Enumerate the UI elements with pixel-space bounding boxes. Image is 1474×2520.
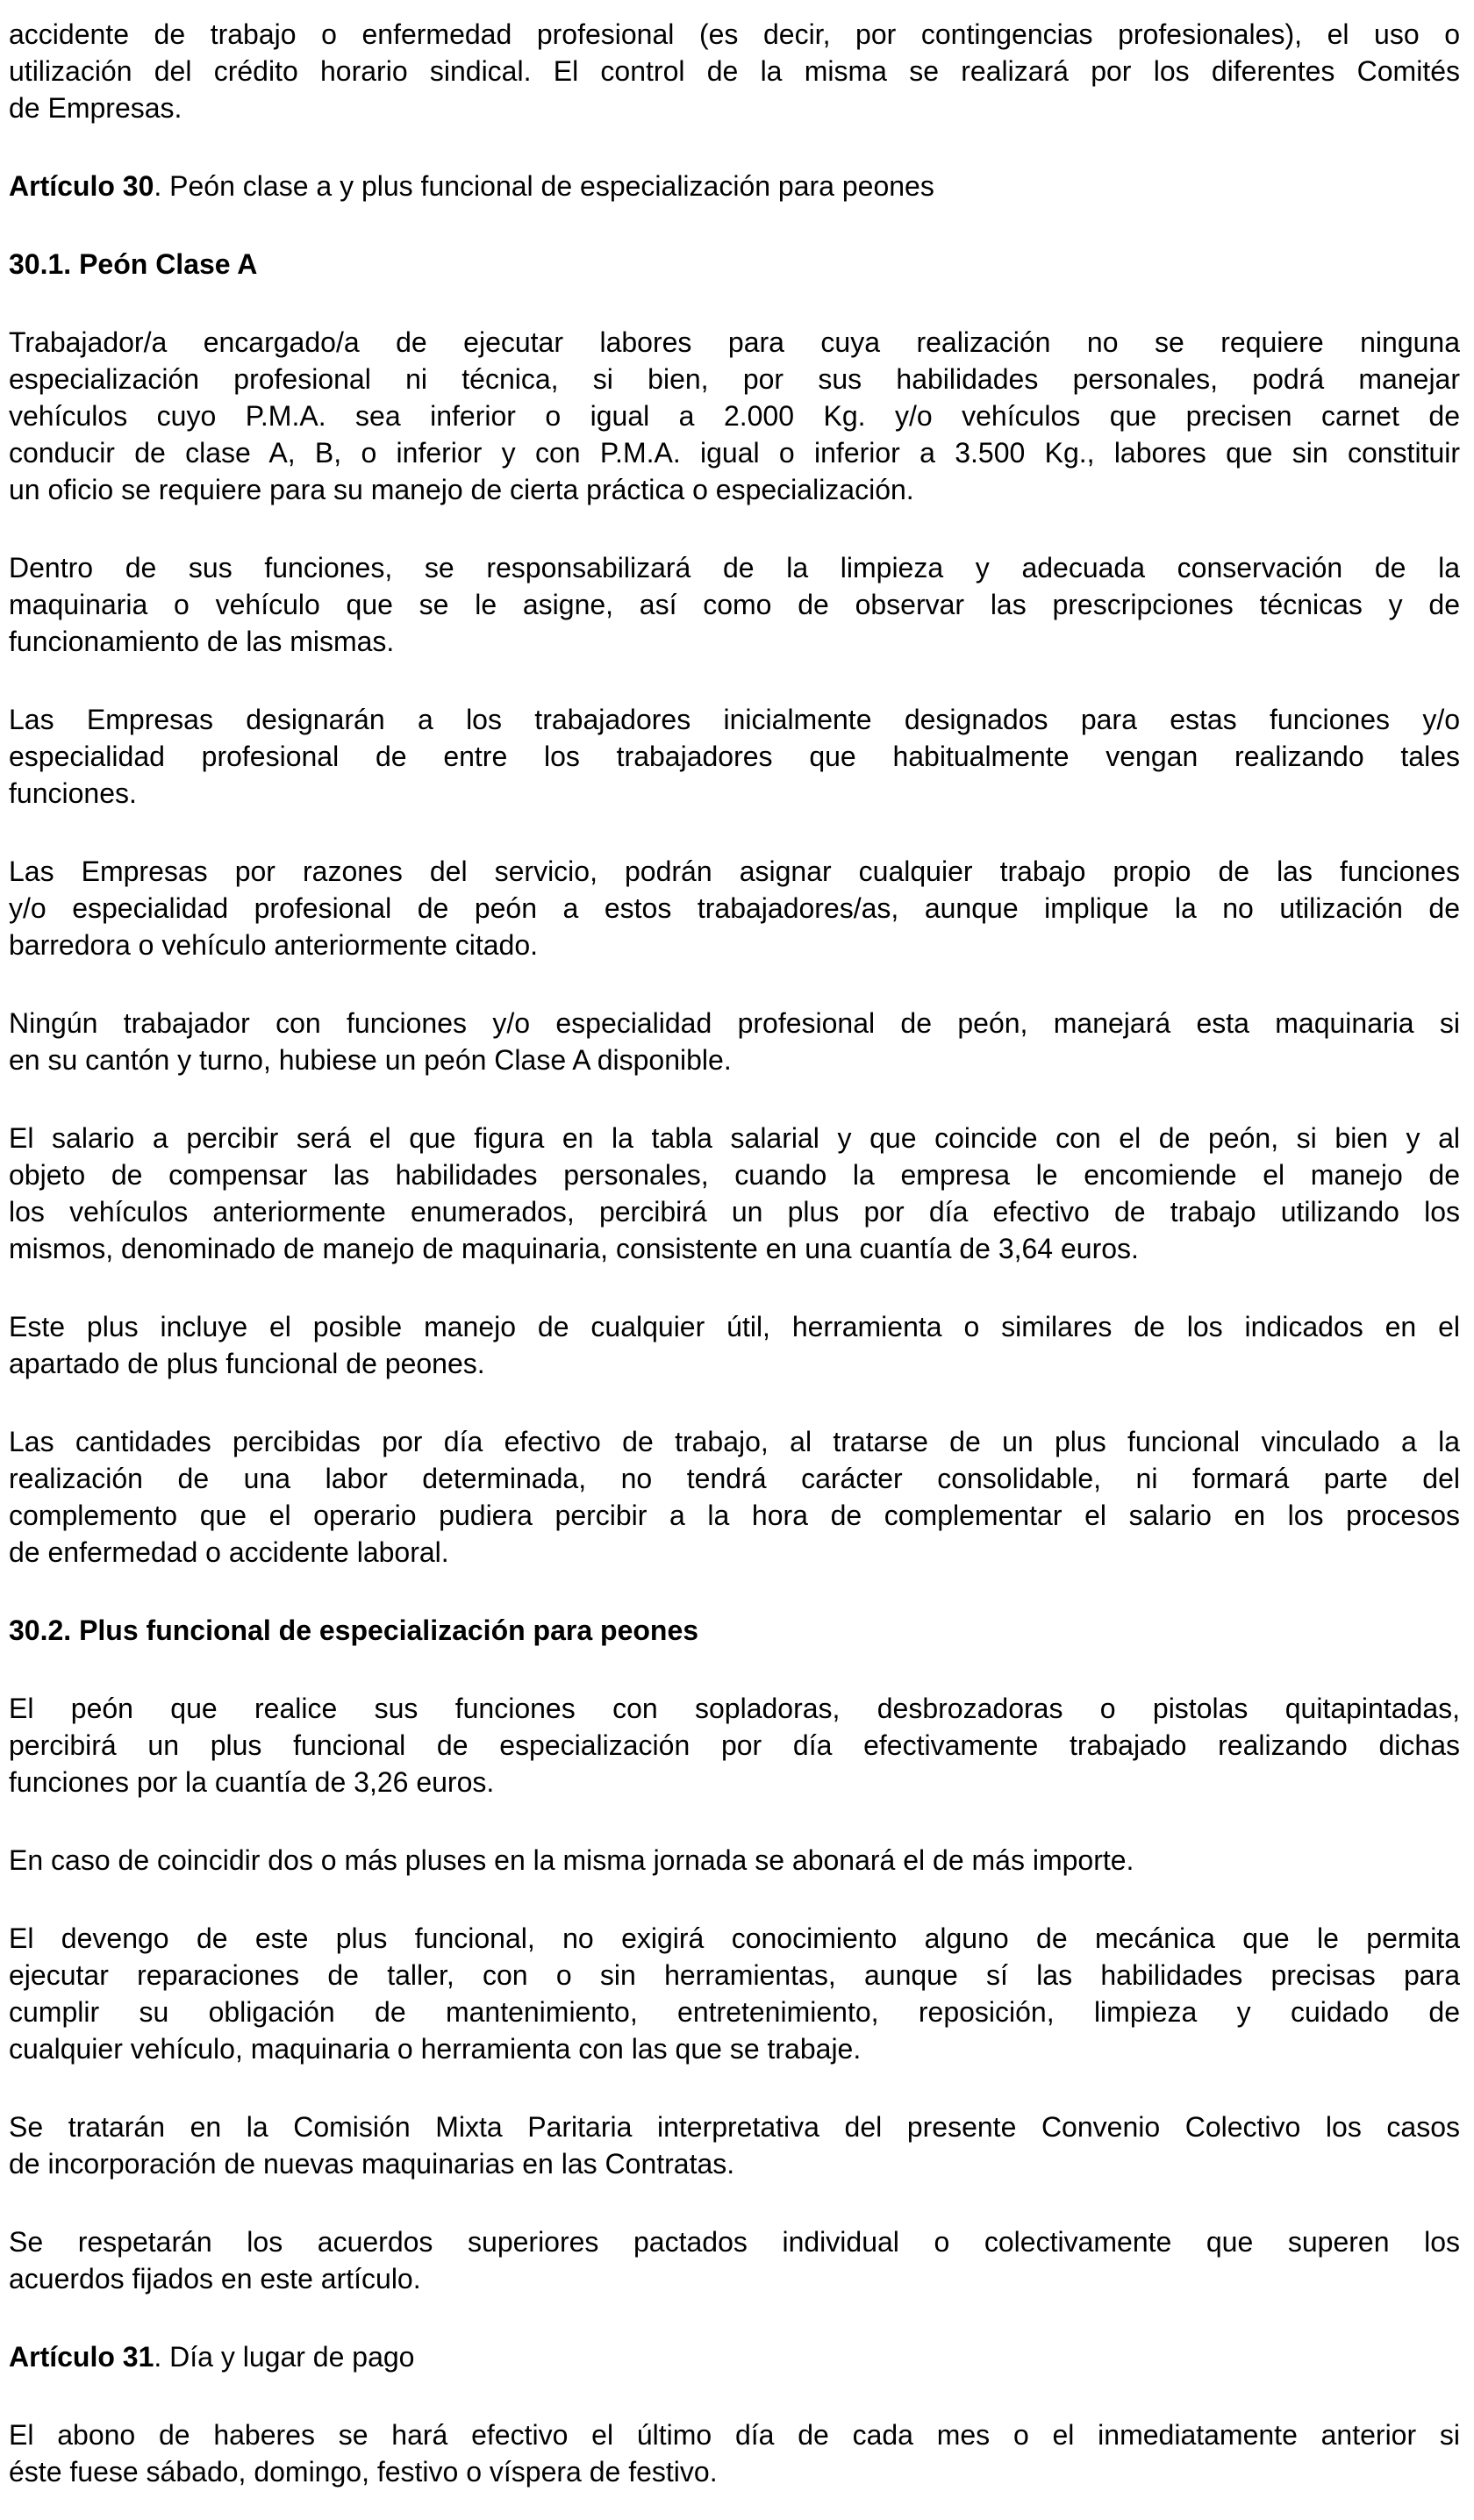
text-line: Las cantidades percibidas por día efectivo de trabajo, al tratarse de un plus funcional vinculado a la (9, 1426, 1460, 1457)
text-line: El devengo de este plus funcional, no exigirá conocimiento alguno de mecánica que le permita (9, 1922, 1460, 1954)
text-line: conducir de clase A, B, o inferior y con P.M.A. igual o inferior a 3.500 Kg., labores que sin constituir (9, 437, 1460, 469)
text-line: maquinaria o vehículo que se le asigne, así como de observar las prescripciones técnicas y de (9, 589, 1460, 620)
text-line: y/o especialidad profesional de peón a estos trabajadores/as, aunque implique la no utilización de (9, 892, 1460, 924)
subsection-heading (9, 1612, 1460, 1649)
text-line: Trabajador/a encargado/a de ejecutar labores para cuya realización no se requiere ninguna (9, 326, 1460, 358)
text-line: objeto de compensar las habilidades personales, cuando la empresa le encomiende el manejo de (9, 1159, 1460, 1191)
text-line: de enfermedad o accidente laboral. (9, 1536, 449, 1568)
heading-line (9, 2338, 1460, 2375)
subsection-heading (9, 246, 1460, 283)
paragraph (9, 1920, 1460, 2067)
text-line: Dentro de sus funciones, se responsabilizará de la limpieza y adecuada conservación de la (9, 552, 1460, 583)
text-line: accidente de trabajo o enfermedad profesional (es decir, por contingencias profesionales), el uso o (9, 18, 1460, 50)
text-line: Las Empresas designarán a los trabajadores inicialmente designados para estas funciones y/o (9, 704, 1460, 735)
text-line: realización de una labor determinada, no tendrá carácter consolidable, ni formará parte del (9, 1463, 1460, 1494)
text-line: acuerdos fijados en este artículo. (9, 2263, 421, 2294)
paragraph (9, 853, 1460, 963)
text-line: El salario a percibir será el que figura en la tabla salarial y que coincide con el de peón, si bien y al (9, 1122, 1460, 1154)
paragraph (9, 2223, 1460, 2297)
text-line: percibirá un plus funcional de especialización por día efectivamente trabajado realizando dichas (9, 1729, 1460, 1761)
paragraph (9, 1005, 1460, 1078)
text-line: Se tratarán en la Comisión Mixta Paritaria interpretativa del presente Convenio Colectivo los casos (9, 2111, 1460, 2143)
text-line: funciones por la cuantía de 3,26 euros. (9, 1766, 495, 1798)
paragraph (9, 16, 1460, 126)
text-line: éste fuese sábado, domingo, festivo o víspera de festivo. (9, 2456, 718, 2488)
text-line: de Empresas. (9, 92, 182, 124)
heading-number: Artículo 30 (9, 170, 154, 202)
heading-line (9, 168, 1460, 204)
paragraph (9, 1423, 1460, 1571)
text-line: barredora o vehículo anteriormente citado. (9, 929, 539, 961)
heading-line (9, 246, 1460, 283)
paragraph (9, 1690, 1460, 1801)
text-line: funciones. (9, 777, 137, 809)
paragraph (9, 549, 1460, 660)
paragraph (9, 1120, 1460, 1267)
text-line: Las Empresas por razones del servicio, podrán asignar cualquier trabajo propio de las funciones (9, 856, 1460, 887)
paragraph (9, 1842, 1460, 1879)
heading-title: . Peón clase a y plus funcional de especialización para peones (154, 170, 934, 202)
text-line: de incorporación de nuevas maquinarias en las Contratas. (9, 2148, 735, 2180)
text-line: especialización profesional ni técnica, si bien, por sus habilidades personales, podrá manejar (9, 363, 1460, 395)
text-line: los vehículos anteriormente enumerados, percibirá un plus por día efectivo de trabajo utilizando los (9, 1196, 1460, 1228)
text-line: En caso de coincidir dos o más pluses en la misma jornada se abonará el de más importe. (9, 1844, 1134, 1876)
paragraph (9, 2108, 1460, 2182)
text-line: mismos, denominado de manejo de maquinaria, consistente en una cuantía de 3,64 euros. (9, 1233, 1139, 1264)
text-line: complemento que el operario pudiera percibir a la hora de complementar el salario en los procesos (9, 1500, 1460, 1531)
text-line: funcionamiento de las mismas. (9, 626, 395, 657)
text-line: El peón que realice sus funciones con sopladoras, desbrozadoras o pistolas quitapintadas, (9, 1693, 1460, 1724)
heading-number: Artículo 31 (9, 2341, 154, 2373)
text-line: ejecutar reparaciones de taller, con o sin herramientas, aunque sí las habilidades precisas para (9, 1959, 1460, 1991)
text-line: un oficio se requiere para su manejo de cierta práctica o especialización. (9, 474, 914, 505)
text-line: El abono de haberes se hará efectivo el último día de cada mes o el inmediatamente anterior si (9, 2419, 1460, 2451)
heading-title: 30.2. Plus funcional de especialización para peones (9, 1614, 699, 1646)
text-line: apartado de plus funcional de peones. (9, 1348, 485, 1379)
article-heading (9, 168, 1460, 204)
text-line: cumplir su obligación de mantenimiento, entretenimiento, reposición, limpieza y cuidado de (9, 1996, 1460, 2028)
paragraph (9, 2416, 1460, 2490)
text-line: vehículos cuyo P.M.A. sea inferior o igual a 2.000 Kg. y/o vehículos que precisen carnet de (9, 400, 1460, 432)
text-line: Se respetarán los acuerdos superiores pactados individual o colectivamente que superen los (9, 2226, 1460, 2258)
text-line: utilización del crédito horario sindical. El control de la misma se realizará por los diferentes Comités (9, 55, 1460, 87)
article-heading (9, 2338, 1460, 2375)
text-line: Este plus incluye el posible manejo de cualquier útil, herramienta o similares de los indicados en el (9, 1311, 1460, 1342)
heading-title: . Día y lugar de pago (154, 2341, 415, 2373)
paragraph (9, 1308, 1460, 1382)
paragraph (9, 324, 1460, 508)
text-line: especialidad profesional de entre los trabajadores que habitualmente vengan realizando tales (9, 741, 1460, 772)
text-line: en su cantón y turno, hubiese un peón Clase A disponible. (9, 1044, 732, 1076)
text-line: cualquier vehículo, maquinaria o herramienta con las que se trabaje. (9, 2033, 862, 2065)
text-line: Ningún trabajador con funciones y/o especialidad profesional de peón, manejará esta maquinaria si (9, 1007, 1460, 1039)
paragraph (9, 701, 1460, 812)
heading-line (9, 1612, 1460, 1649)
heading-title: 30.1. Peón Clase A (9, 248, 258, 280)
